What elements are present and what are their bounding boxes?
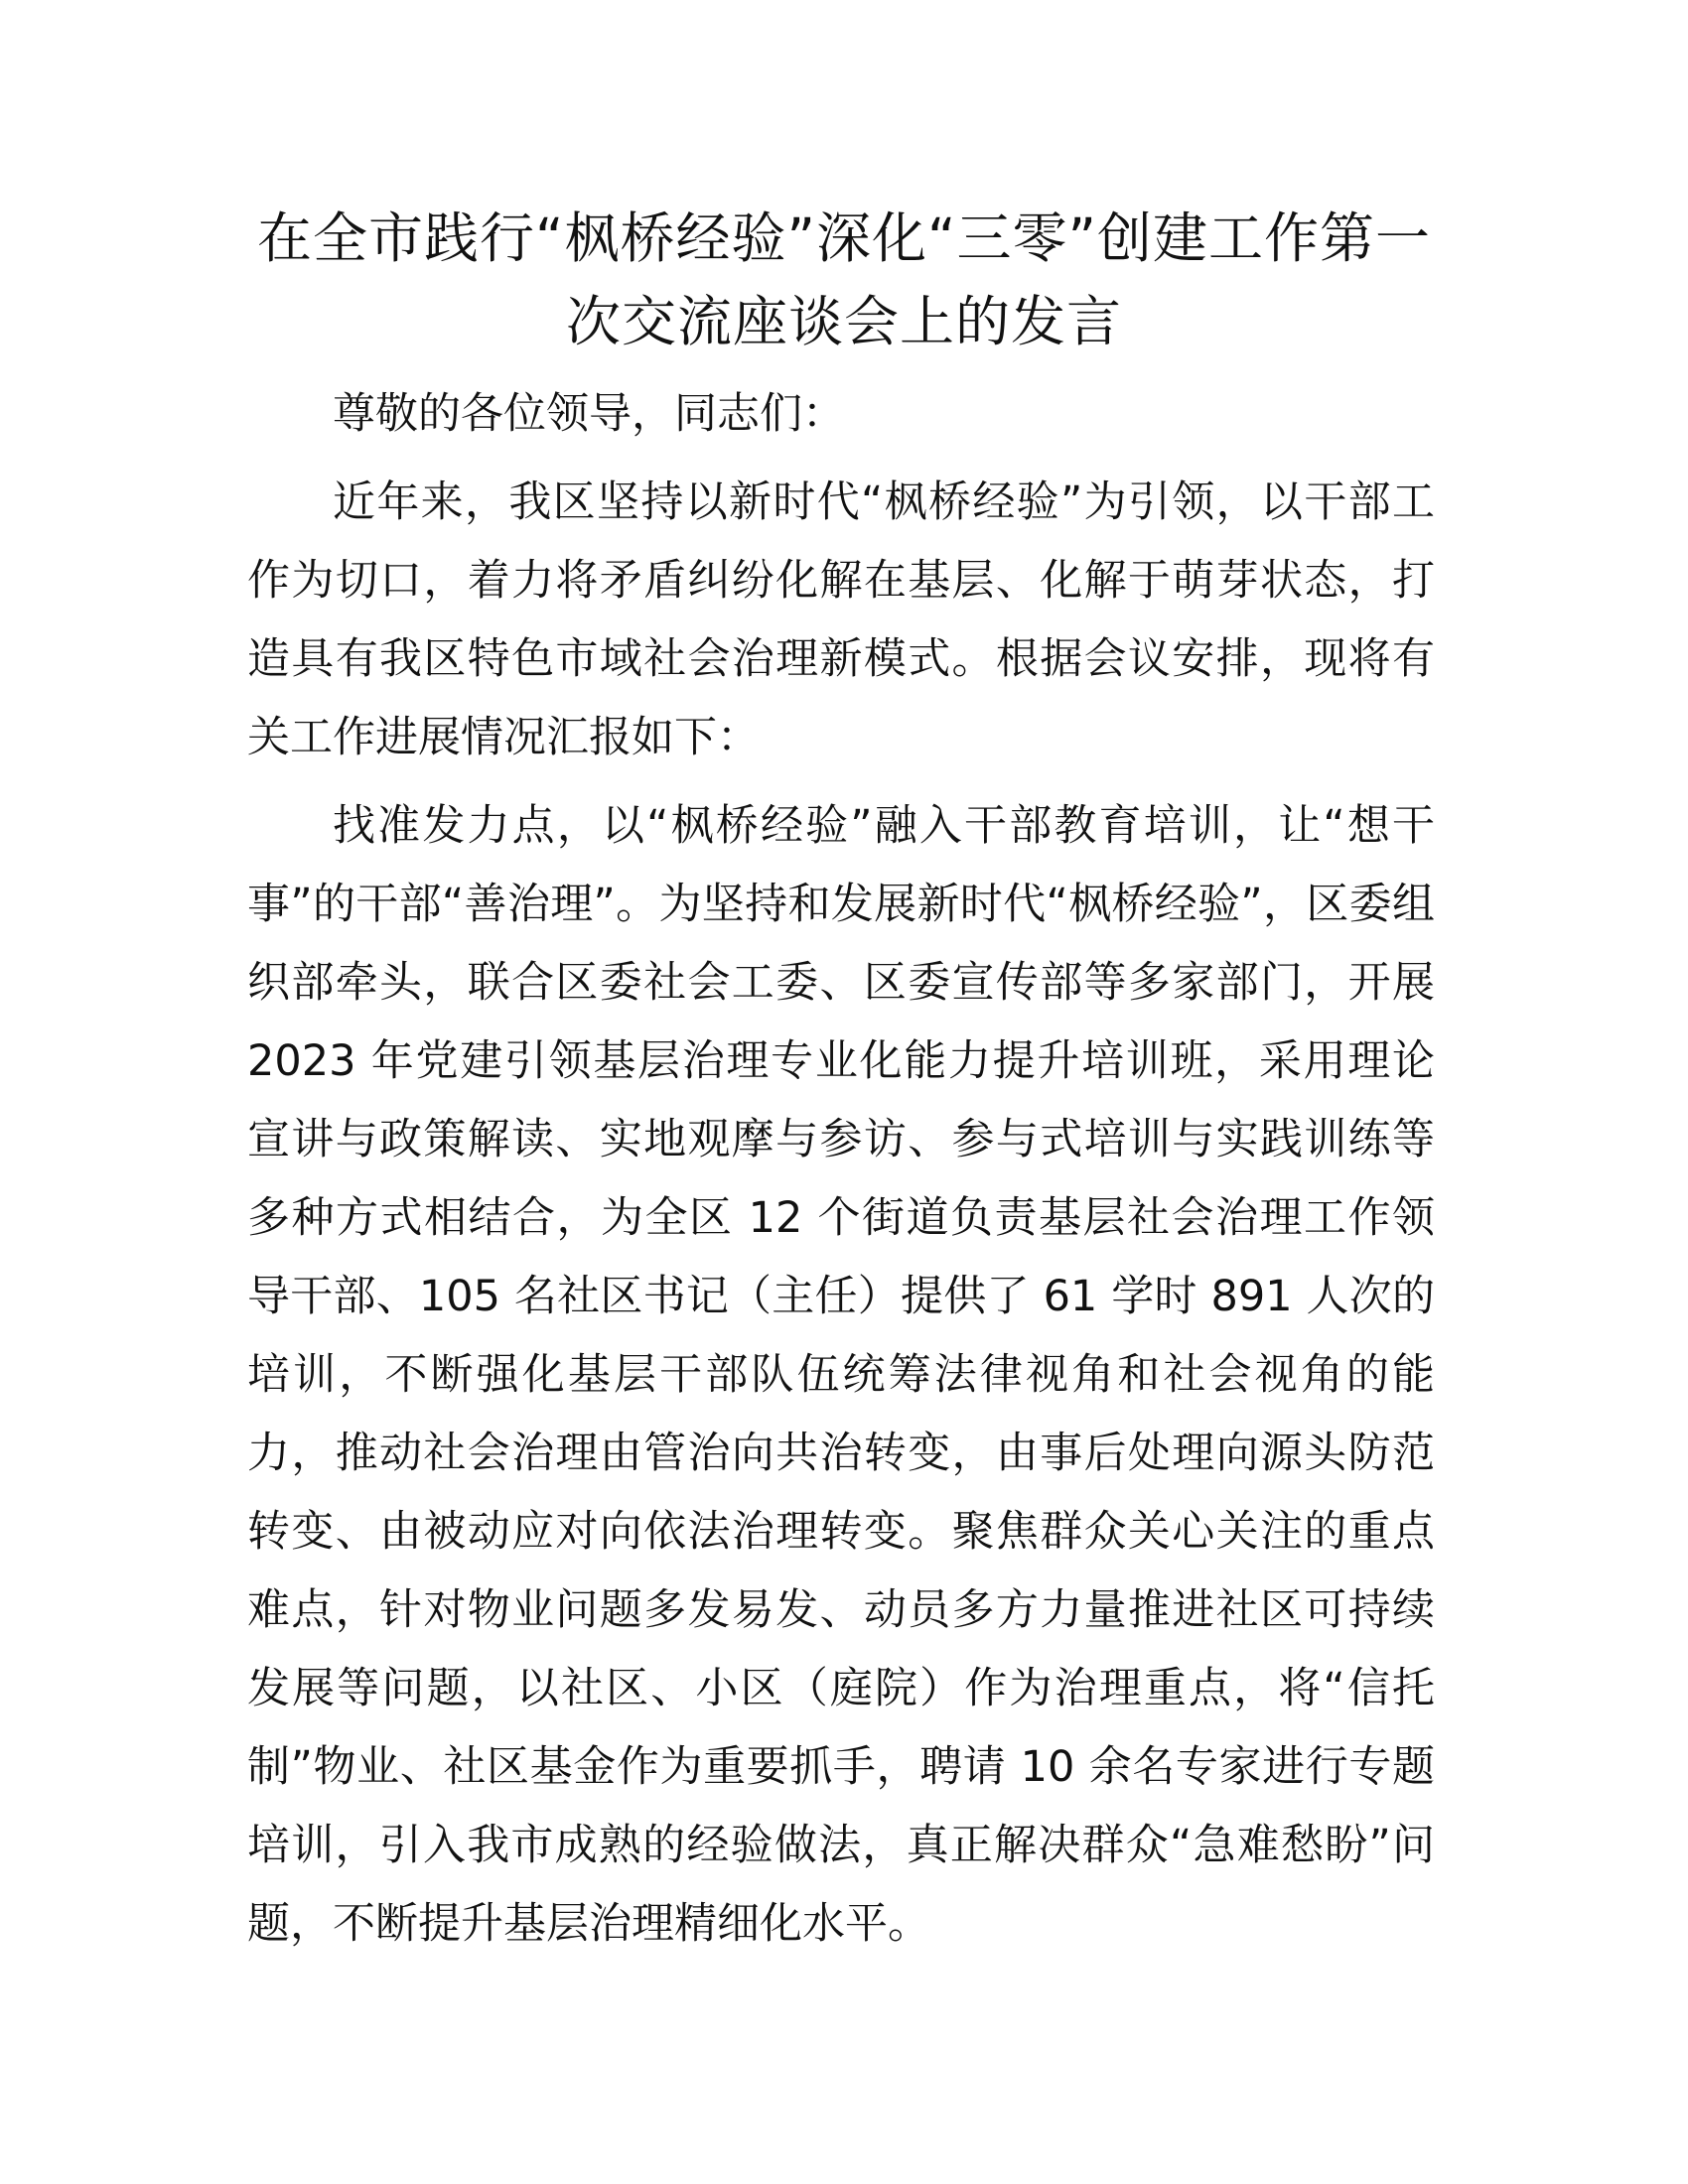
intro-paragraph: 近年来，我区坚持以新时代“枫桥经验”为引领，以干部工作为切口，着力将矛盾纠纷化解在基层、化解于萌芽状态，打造具有我区特色市域社会治理新模式。根据会议安排，现将有关工作进展情况汇报如下： — [247, 478, 1435, 762]
body-paragraph: 找准发力点，以“枫桥经验”融入干部教育培训，让“想干事”的干部“善治理”。为坚持和发展新时代“枫桥经验”，区委组织部牵头，联合区委社会工委、区委宣传部等多家部门，开展 2023 年党建引领基层治理专业化能力提升培训班，采用理论宣讲与政策解读、实地观摩与参访、参与式培训与实践训练等多种方式相结合，为全区 12 个街道负责基层社会治理工作领导干部、105 名社区书记（主任）提供了 61 学时 891 人次的培训，不断强化基层干部队伍统筹法律视角和社会视角的能力，推动社会治理由管治向共治转变，由事后处理向源头防范转变、由被动应对向依法治理转变。聚焦群众关心关注的重点难点，针对物业问题多发易发、动员多方力量推进社区可持续发展等问题，以社区、小区（庭院）作为治理重点，将“信托制”物业、社区基金作为重要抓手，聘请 10 余名专家进行专题培训，引入我市成熟的经验做法，真正解决群众“急难愁盼”问题，不断提升基层治理精细化水平。 — [247, 801, 1435, 1949]
salutation-paragraph: 尊敬的各位领导，同志们： — [333, 389, 845, 439]
document-title: 在全市践行“枫桥经验”深化“三零”创建工作第一次交流座谈会上的发言 — [257, 206, 1431, 353]
document-body — [247, 375, 1435, 1964]
